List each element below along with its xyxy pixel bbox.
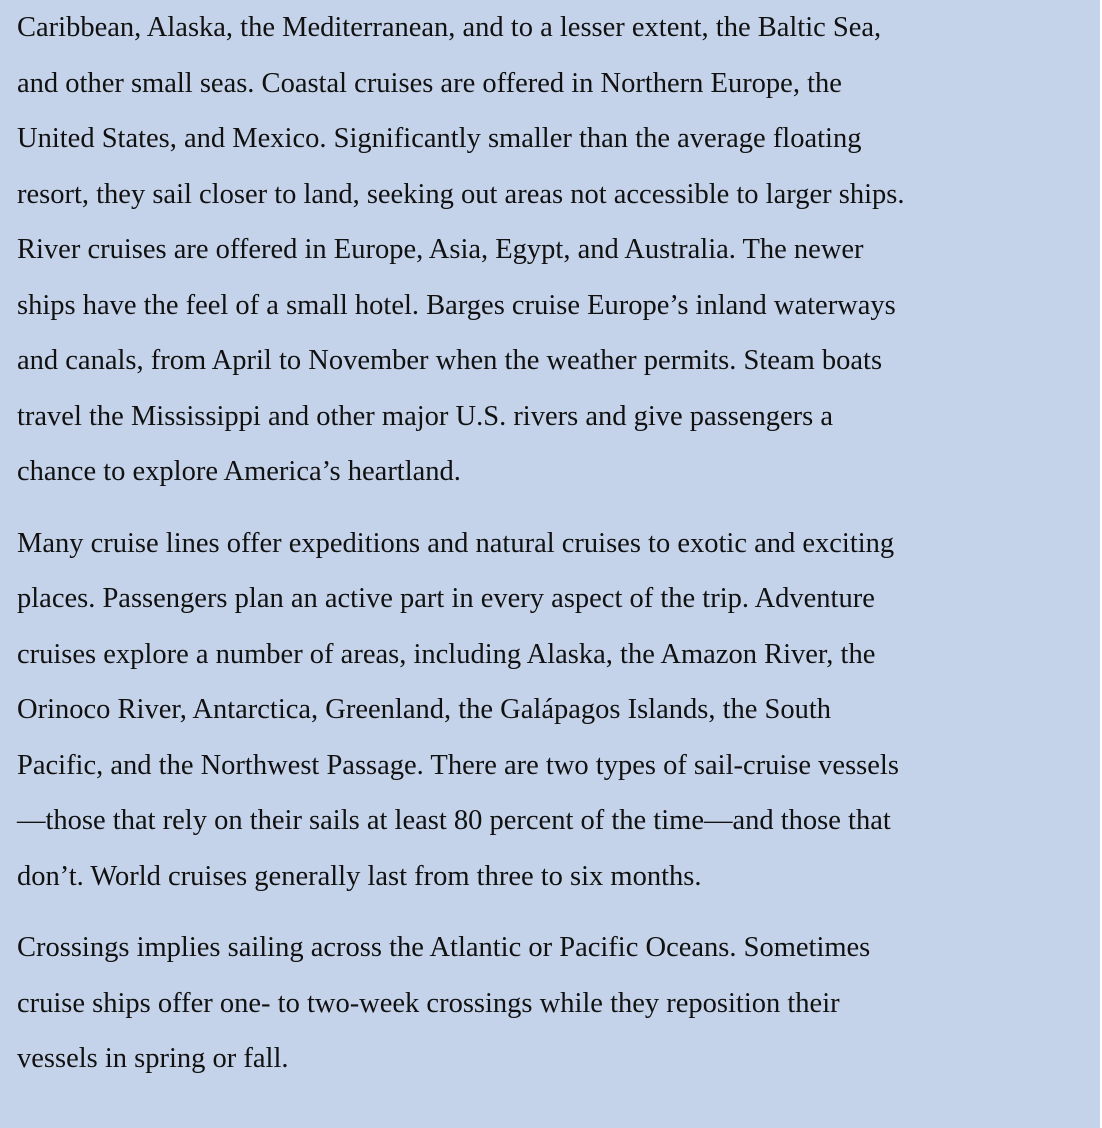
text-line: and other small seas. Coastal cruises are offered in Northern Europe, the [17, 67, 842, 99]
text-line: vessels in spring or fall. [17, 1043, 289, 1074]
text-line: chance to explore America’s heartland. [17, 456, 461, 487]
text-line: don’t. World cruises generally last from three to six months. [17, 860, 702, 892]
text-line: resort, they sail closer to land, seeking out areas not accessible to larger ships. [17, 178, 905, 210]
paragraph-cruise-regions [17, 0, 1078, 500]
text-line: places. Passengers plan an active part in every aspect of the trip. Adventure [17, 583, 875, 614]
text-line: Crossings implies sailing across the Atlantic or Pacific Oceans. Sometimes [17, 932, 871, 963]
paragraph-expedition-cruises [17, 516, 1078, 905]
text-line: cruise ships offer one- to two-week crossings while they reposition their [17, 987, 840, 1019]
paragraph-crossings [17, 920, 1078, 1087]
text-line: ships have the feel of a small hotel. Barges cruise Europe’s inland waterways [17, 289, 896, 321]
text-line: and canals, from April to November when the weather permits. Steam boats [17, 345, 883, 376]
text-line: Orinoco River, Antarctica, Greenland, the Galápagos Islands, the South [17, 694, 832, 725]
text-line: River cruises are offered in Europe, Asia, Egypt, and Australia. The newer [17, 234, 864, 265]
text-line: Caribbean, Alaska, the Mediterranean, and to a lesser extent, the Baltic Sea, [17, 12, 882, 43]
text-line: Many cruise lines offer expeditions and natural cruises to exotic and exciting [17, 527, 895, 559]
text-line: travel the Mississippi and other major U.S. rivers and give passengers a [17, 400, 834, 432]
text-line: —those that rely on their sails at least 80 percent of the time—and those that [17, 805, 891, 836]
text-line: Pacific, and the Northwest Passage. There are two types of sail-cruise vessels [17, 749, 899, 781]
text-line: cruises explore a number of areas, including Alaska, the Amazon River, the [17, 638, 876, 670]
text-line: United States, and Mexico. Significantly smaller than the average floating [17, 123, 862, 154]
